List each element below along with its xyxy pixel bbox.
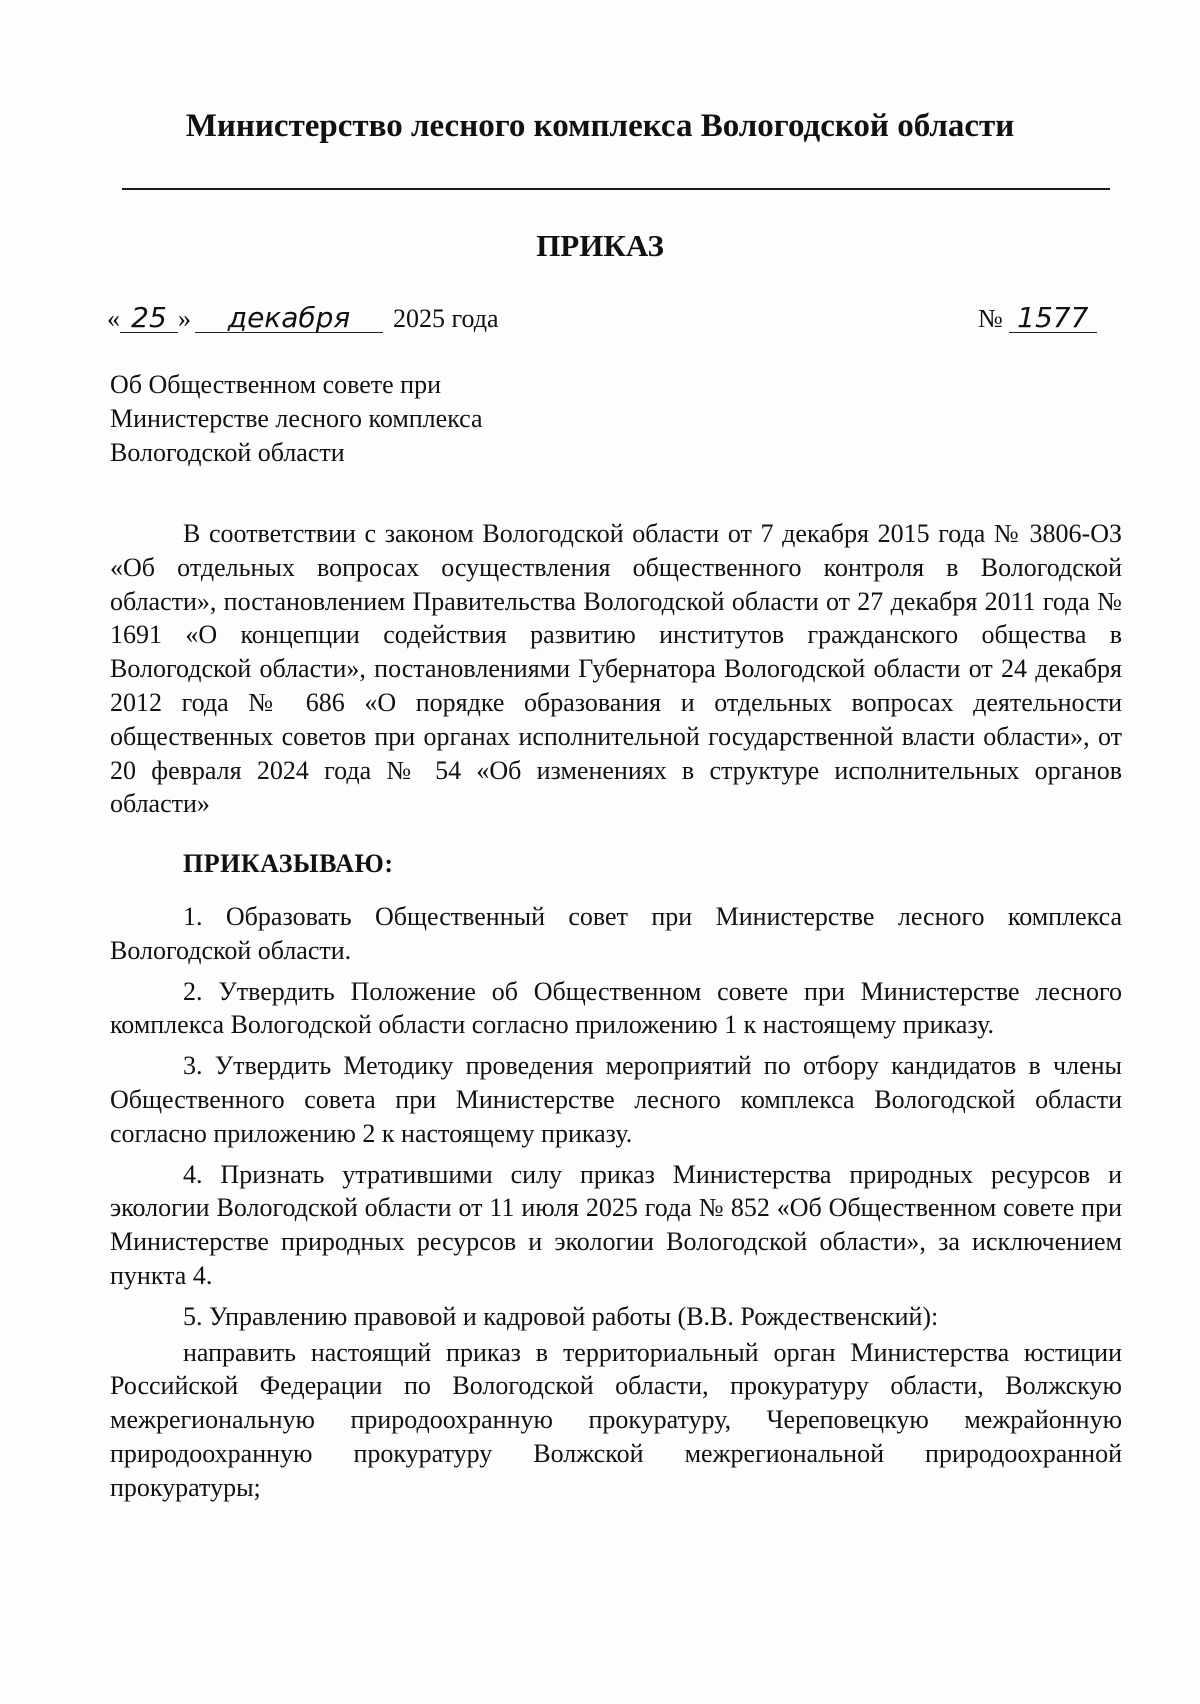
handwritten-order-number: 1577 (1009, 304, 1097, 333)
handwritten-day: 25 (120, 304, 178, 333)
order-item-2: 2. Утвердить Положение об Общественном совете при Министерстве лесного комплекса Вологодской области согласно приложению 1 к настоящему приказу. (110, 976, 1122, 1040)
order-item-5-instruction: направить настоящий приказ в территориальный орган Министерства юстиции Российской Федерации по Вологодской области, прокуратуру области, Волжскую межрегиональную природоохранную прокуратуру, Череповецкую межрайонную природоохранную прокуратуру Волжской межрегиональной природоохранной прокуратуры; (110, 1337, 1122, 1502)
date-open-quote: « (107, 304, 120, 333)
header-divider (122, 188, 1110, 190)
order-directive-heading: ПРИКАЗЫВАЮ: (183, 849, 394, 878)
subject-line: Вологодской области (110, 438, 345, 467)
preamble-paragraph: В соответствии с законом Вологодской области от 7 декабря 2015 года № 3806-ОЗ «Об отдельных вопросах осуществления общественного контроля в Вологодской области», постановлением Правительства Вологодской области от 27 декабря 2011 года № 1691 «О концепции содействия развитию институтов гражданского общества в Вологодской области», постановлениями Губернатора Вологодской области от 24 декабря 2012 года № 686 «О порядке образования и отдельных вопросах деятельности общественных советов при органах исполнительной государственной власти области», от 20 февраля 2024 года № 54 «Об изменениях в структуре исполнительных органов области» (110, 519, 1122, 819)
ministry-heading: Министерство лесного комплекса Вологодской области (185, 108, 1015, 144)
subject-line: Об Общественном совете при (110, 370, 442, 399)
subject-line: Министерстве лесного комплекса (110, 404, 483, 433)
date-year: 2025 года (393, 304, 499, 333)
order-items (110, 900, 1122, 1512)
order-number-line (978, 301, 1097, 334)
handwritten-month: декабря (195, 304, 383, 333)
date-line (107, 301, 499, 334)
date-close-quote: » (178, 304, 191, 333)
number-sign: № (978, 304, 1003, 333)
order-subject (110, 368, 630, 470)
order-item-3: 3. Утвердить Методику проведения мероприятий по отбору кандидатов в члены Общественного совета при Министерстве лесного комплекса Вологодской области согласно приложению 2 к настоящему приказу. (110, 1051, 1122, 1148)
document-type-title: ПРИКАЗ (536, 228, 664, 263)
preamble-block (110, 517, 1122, 821)
order-item-4: 4. Признать утратившими силу приказ Министерства природных ресурсов и экологии Вологодской области от 11 июля 2025 года № 852 «Об Общественном совете при Министерстве природных ресурсов и экологии Вологодской области», за исключением пункта 4. (110, 1159, 1122, 1290)
order-item-5: 5. Управлению правовой и кадровой работы (В.В. Рождественский): (183, 1301, 939, 1331)
order-item-1: 1. Образовать Общественный совет при Министерстве лесного комплекса Вологодской области. (110, 902, 1122, 965)
